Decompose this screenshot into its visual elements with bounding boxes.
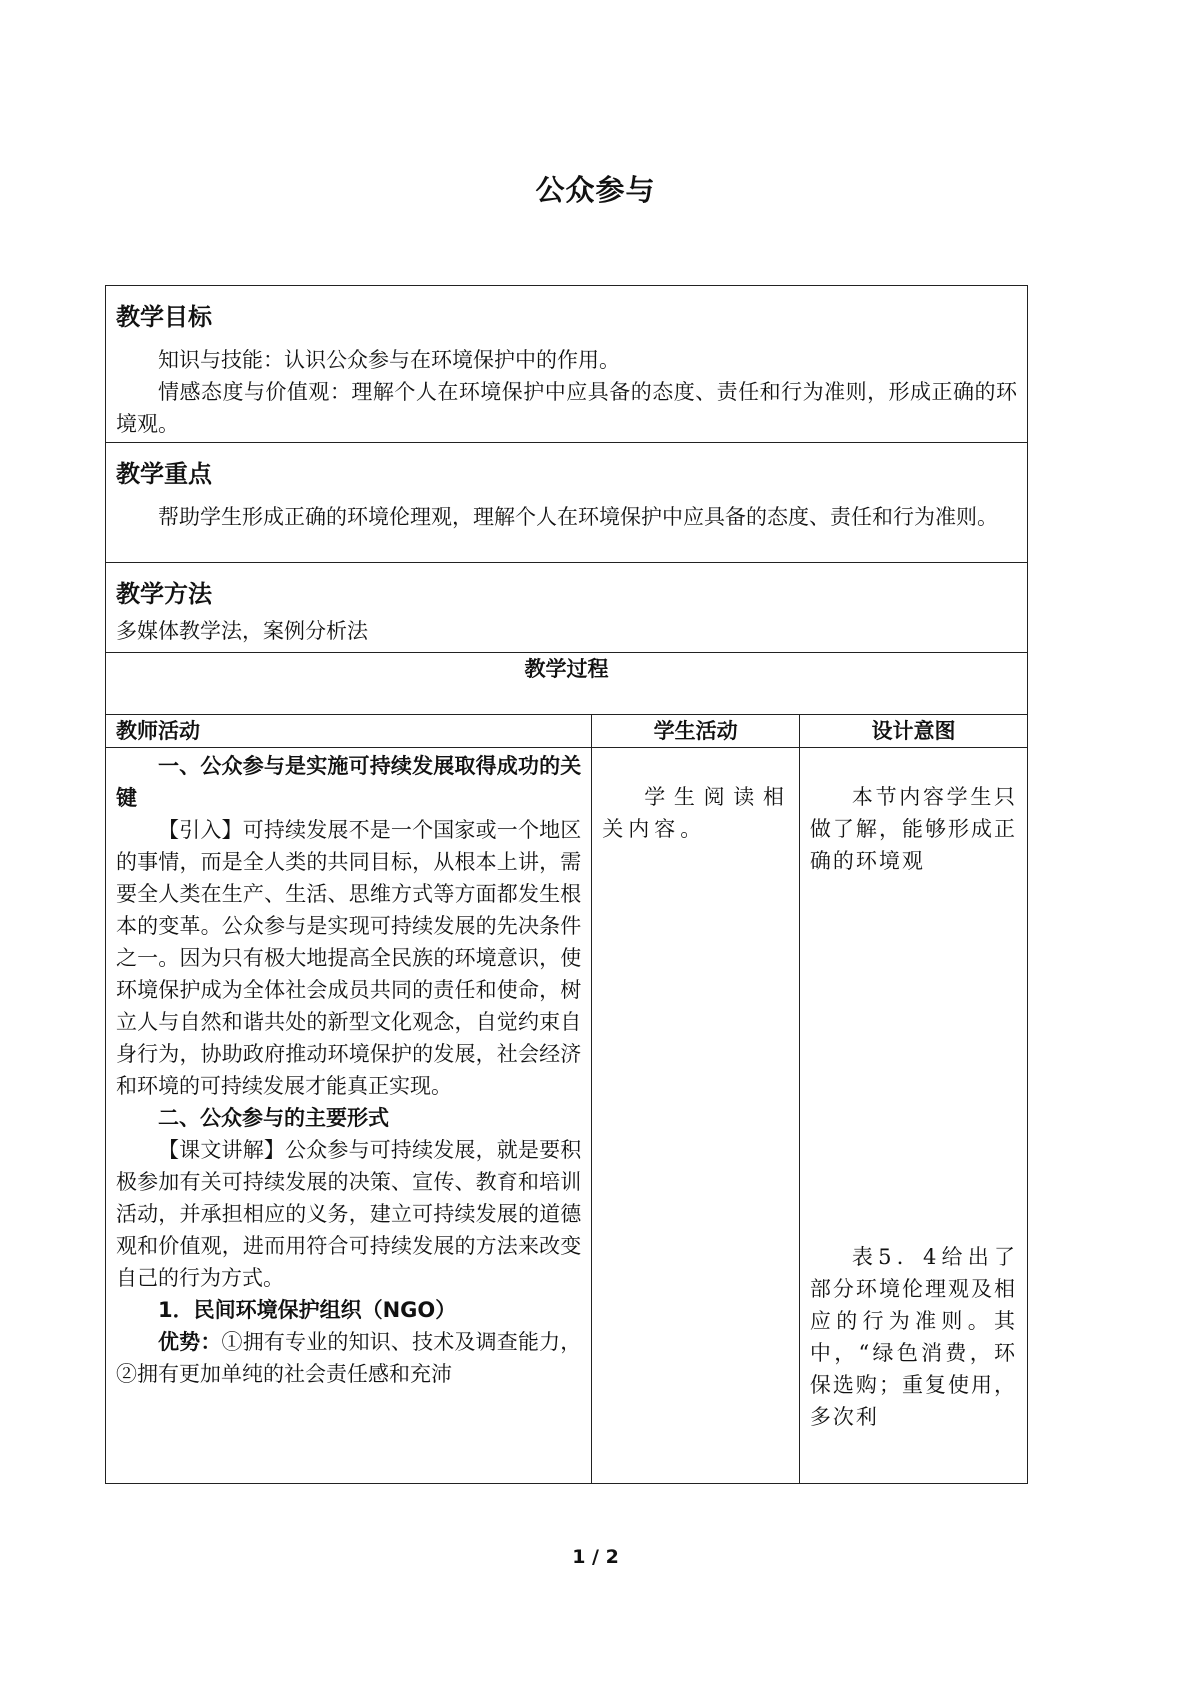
- methods-row: [106, 563, 1028, 653]
- methods-heading: 教学方法: [116, 580, 212, 608]
- objectives-line-1: 知识与技能：认识公众参与在环境保护中的作用。: [158, 348, 620, 372]
- objectives-row: [106, 286, 1028, 443]
- section-1-paragraph: [116, 814, 581, 1102]
- section-2-paragraph: [116, 1134, 581, 1294]
- section-2-tag: 【课文讲解】: [158, 1138, 286, 1162]
- section-2-text: 公众参与可持续发展，就是要积极参加有关可持续发展的决策、宣传、教育和培训活动，并承担相应的义务，建立可持续发展的道德观和价值观，进而用符合可持续发展的方法来改变自己的行为方式。: [116, 1138, 582, 1290]
- lesson-plan-table: [105, 285, 1028, 1484]
- column-header-student: 学生活动: [592, 715, 800, 748]
- section-1-text: 可持续发展不是一个国家或一个地区的事情，而是全人类的共同目标，从根本上讲，需要全人类在生产、生活、思维方式等方面都发生根本的变革。公众参与是实现可持续发展的先决条件之一。因为只有极大地提高全民族的环境意识，使环境保护成为全体社会成员共同的责任和使命，树立人与自然和谐共处的新型文化观念，自觉约束自身行为，协助政府推动环境保护的发展，社会经济和环境的可持续发展才能真正实现。: [116, 818, 582, 1098]
- key-points-row: [106, 443, 1028, 563]
- student-activity-cell: [592, 748, 800, 1484]
- objectives-line-2: 情感态度与价值观：理解个人在环境保护中应具备的态度、责任和行为准则，形成正确的环境观。: [116, 380, 1017, 436]
- section-3-title: 1．民间环境保护组织（NGO）: [158, 1298, 457, 1322]
- design-intent-text-1: 本节内容学生只做了解，能够形成正确的环境观: [809, 785, 1017, 873]
- section-1-title: 一、公众参与是实施可持续发展取得成功的关键: [116, 754, 582, 810]
- process-content-row: [106, 748, 1028, 1484]
- section-2-title: 二、公众参与的主要形式: [158, 1106, 389, 1130]
- section-3-label: 优势：: [158, 1330, 222, 1354]
- teacher-activity-cell: [106, 748, 592, 1484]
- methods-cell: [106, 563, 1028, 653]
- section-1-tag: 【引入】: [158, 818, 243, 842]
- page-title: 公众参与: [535, 173, 656, 207]
- process-column-header-row: [106, 715, 1028, 748]
- section-3-paragraph: [116, 1326, 581, 1390]
- section-3-text: ①拥有专业的知识、技术及调查能力，②拥有更加单纯的社会责任感和充沛: [116, 1330, 582, 1386]
- page-number: 1 / 2: [572, 1546, 619, 1568]
- design-intent-cell: [799, 748, 1027, 1484]
- process-title-row: [106, 653, 1028, 715]
- process-heading: 教学过程: [106, 653, 1028, 715]
- key-points-cell: [106, 443, 1028, 563]
- column-header-teacher: 教师活动: [106, 715, 592, 748]
- key-points-text: 帮助学生形成正确的环境伦理观，理解个人在环境保护中应具备的态度、责任和行为准则。: [158, 505, 998, 529]
- methods-text: 多媒体教学法，案例分析法: [116, 619, 368, 643]
- design-intent-text-2: 表5．4给出了部分环境伦理观及相应的行为准则。其中，“绿色消费，环保选购；重复使用，多次利: [809, 1245, 1017, 1429]
- objectives-heading: 教学目标: [116, 303, 212, 331]
- objectives-cell: [106, 286, 1028, 443]
- student-activity-text: 学生阅读相关内容。: [602, 785, 789, 841]
- column-header-design: 设计意图: [799, 715, 1027, 748]
- key-points-heading: 教学重点: [116, 460, 212, 488]
